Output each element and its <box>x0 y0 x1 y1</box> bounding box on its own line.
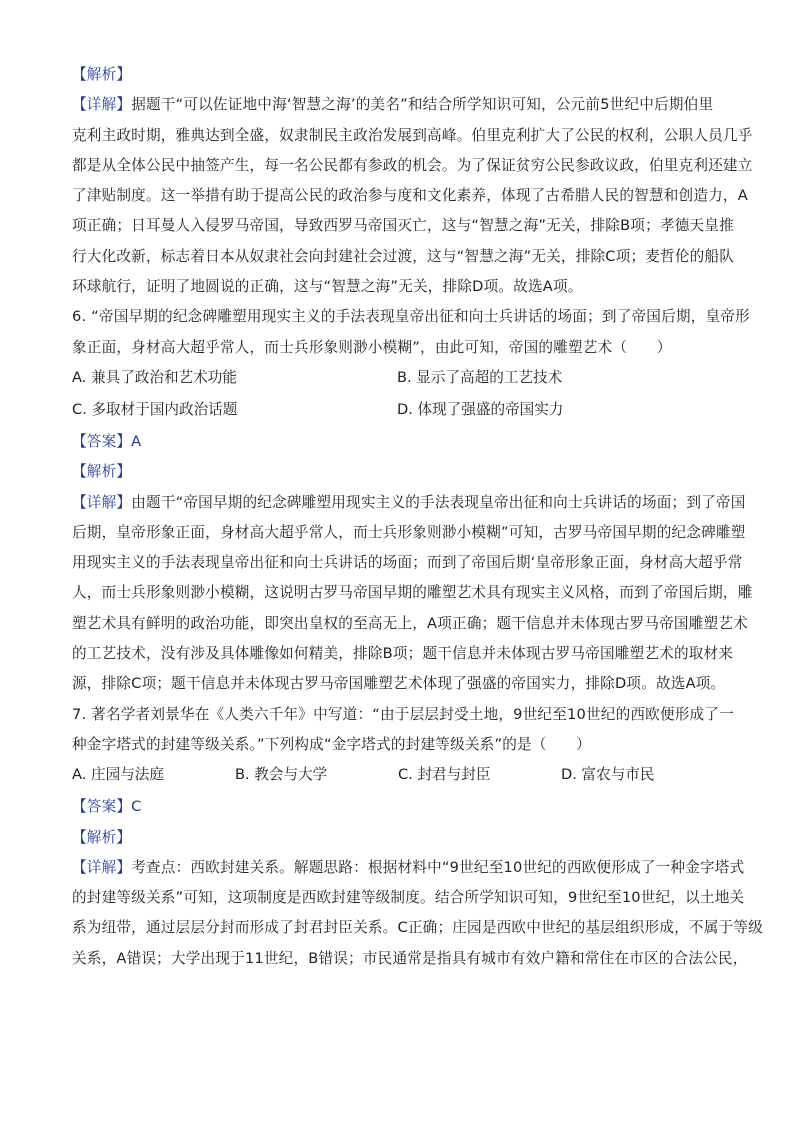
q7-detail-line: 关系，A错误；大学出现于11世纪，B错误；市民通常是指具有城市有效户籍和常住在市区的合法公民， <box>72 949 748 967</box>
q6-detail-line: 后期，皇帝形象正面，身材高大超乎常人，而士兵形象则渺小模糊”可知，古罗马帝国早期的纪念碑雕塑 <box>72 523 746 541</box>
q6-options-row <box>72 365 724 397</box>
q5-detail-line: 项正确；日耳曼人入侵罗马帝国，导致西罗马帝国灭亡，这与“智慧之海”无关，排除B项；孝德天皇推 <box>72 217 734 235</box>
q6-detail-line: 源，排除C项；题干信息并未体现古罗马帝国雕塑艺术体现了强盛的帝国实力，排除D项。故选A项。 <box>72 675 726 693</box>
q5-detail-line: 行大化改新，标志着日本从奴隶社会向封建社会过渡，这与“智慧之海”无关，排除C项；麦哲伦的船队 <box>72 247 735 265</box>
q6-option-d: D. 体现了强盛的帝国实力 <box>397 400 564 418</box>
q6-answer: 【答案】A <box>72 432 142 450</box>
q7-detail-text: 考查点：西欧封建关系。解题思路：根据材料中“9世纪至10世纪的西欧便形成了一种金字塔式 <box>131 858 745 876</box>
q7-option-c: C. 封君与封臣 <box>398 766 491 784</box>
q5-analysis-tag: 【解析】 <box>72 66 132 83</box>
q7-option-b: B. 教会与大学 <box>235 766 328 784</box>
q7-detail-line: 的封建等级关系”可知，这项制度是西欧封建等级制度。结合所学知识可知，9世纪至10世纪，以土地关 <box>72 889 745 907</box>
q7-detail-tag: 【详解】 <box>72 858 132 876</box>
q6-detail-line: 用现实主义的手法表现皇帝出征和向士兵讲话的场面；而到了帝国后期‘皇帝形象正面，身材高大超乎常 <box>72 554 743 572</box>
q7-stem-line: 7. 著名学者刘景华在《人类六千年》中写道：“由于层层封受土地，9世纪至10世纪的西欧便形成了一 <box>72 705 734 723</box>
q6-option-c: C. 多取材于国内政治话题 <box>72 400 238 418</box>
q7-detail-line: 系为纽带，通过层层分封而形成了封君封臣关系。C正确；庄园是西欧中世纪的基层组织形成，不属于等级 <box>72 919 763 937</box>
q5-detail-line: 都是从全体公民中抽签产生，每一名公民都有参政的机会。为了保证贫穷公民参政议政，伯里克利还建立 <box>72 156 753 174</box>
q5-detail-text: 据题干“可以佐证地中海‘智慧之海’的美名”和结合所学知识可知，公元前5世纪中后期伯里 <box>131 96 714 114</box>
q5-detail-line: 环球航行，证明了地圆说的正确，这与“智慧之海”无关，排除D项。故选A项。 <box>72 278 583 296</box>
q6-detail-line <box>72 490 746 520</box>
q5-detail-line: 了津贴制度。这一举措有助于提高公民的政治参与度和文化素养，体现了古希腊人民的智慧和创造力，A <box>72 187 748 205</box>
q5-detail-tag: 【详解】 <box>72 96 132 114</box>
q7-option-a: A. 庄园与法庭 <box>72 766 164 784</box>
q7-stem-line: 种金字塔式的封建等级关系。”下列构成“金字塔式的封建等级关系”的是（ ） <box>72 735 591 753</box>
q6-stem-line: 象正面，身材高大超乎常人，而士兵形象则渺小模糊”，由此可知，帝国的雕塑艺术（ ） <box>72 338 672 356</box>
q6-options-row <box>72 397 724 429</box>
q5-detail-line <box>72 92 724 122</box>
q6-detail-line: 塑艺术具有鲜明的政治功能，即突出皇权的至高无上，A项正确；题干信息并未体现古罗马帝国雕塑艺术 <box>72 614 748 632</box>
q6-analysis-tag: 【解析】 <box>72 463 132 481</box>
q6-detail-line: 人，而士兵形象则渺小模糊，这说明古罗马帝国早期的雕塑艺术具有现实主义风格，而到了帝国后期，雕 <box>72 584 753 602</box>
q7-analysis-tag: 【解析】 <box>72 828 132 846</box>
q6-option-b: B. 显示了高超的工艺技术 <box>397 368 563 386</box>
q6-detail-line: 的工艺技术，没有涉及具体雕像如何精美，排除B项；题干信息并未体现古罗马帝国雕塑艺术的取材来 <box>72 645 734 663</box>
document-page <box>72 62 763 976</box>
q7-detail-line <box>72 855 745 885</box>
q6-detail-text: 由题干“帝国早期的纪念碑雕塑用现实主义的手法表现皇帝出征和向士兵讲话的场面；到了帝国 <box>131 493 746 511</box>
q6-stem-line: 6. “帝国早期的纪念碑雕塑用现实主义的手法表现皇帝出征和向士兵讲话的场面；到了帝国后期，皇帝形 <box>72 308 750 326</box>
q5-detail-line: 克利主政时期，雅典达到全盛，奴隶制民主政治发展到高峰。伯里克利扩大了公民的权利，公职人员几乎 <box>72 126 753 144</box>
q6-option-a: A. 兼具了政治和艺术功能 <box>72 368 237 386</box>
q7-option-d: D. 富农与市民 <box>561 766 655 784</box>
q7-options-row <box>72 762 724 794</box>
q6-detail-tag: 【详解】 <box>72 493 132 511</box>
q7-answer: 【答案】C <box>72 798 142 816</box>
